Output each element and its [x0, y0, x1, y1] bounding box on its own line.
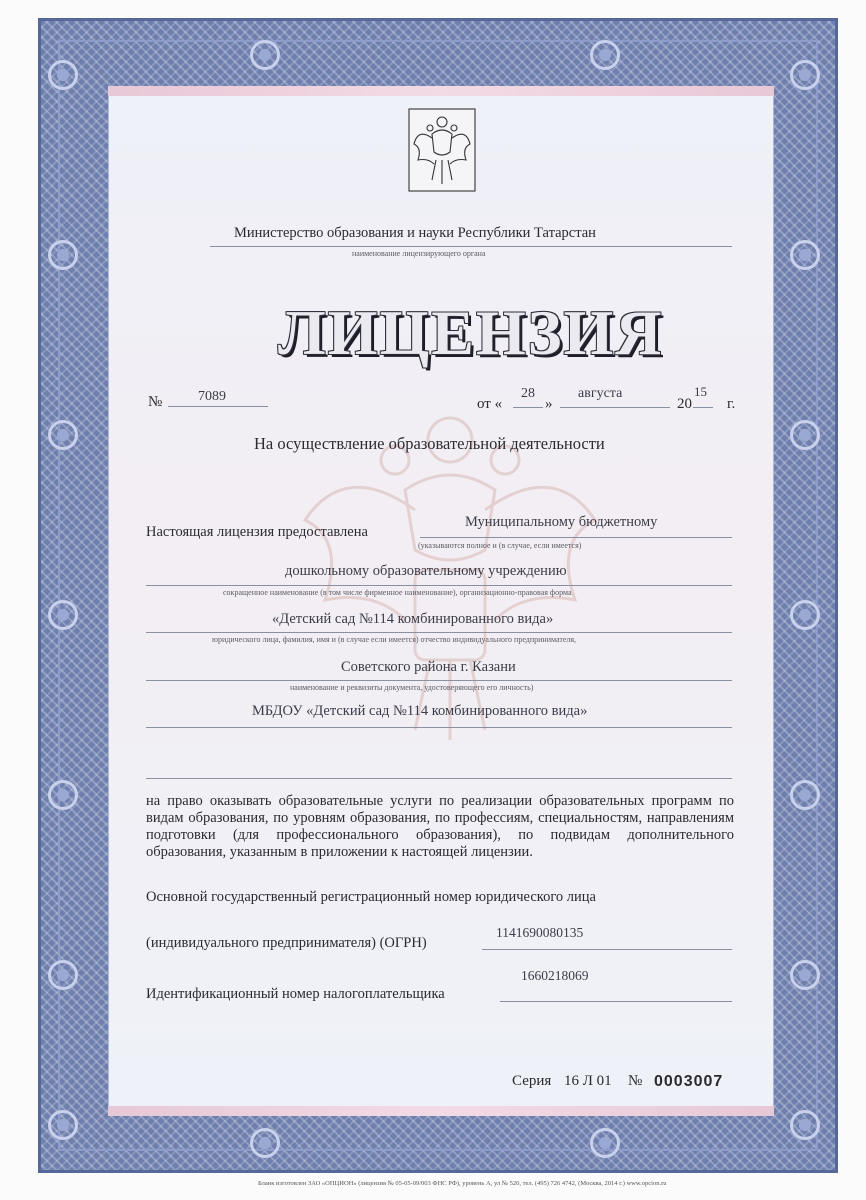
granted-caption-3: юридического лица, фамилия, имя и (в случае если имеется) отчество индивидуального предпринимателя,: [212, 635, 577, 644]
ogrn-label-line-2: (индивидуального предпринимателя) (ОГРН): [146, 935, 427, 951]
frame-ornament: [48, 600, 78, 630]
number-underline: [168, 406, 268, 407]
date-close-quote: »: [545, 396, 553, 412]
ogrn-label-line-1: Основной государственный регистрационный номер юридического лица: [146, 889, 596, 905]
frame-ornament: [250, 1128, 280, 1158]
series-label: Серия: [512, 1073, 552, 1089]
page-title: ЛИЦЕНЗИЯ: [278, 297, 664, 368]
ministry-underline: [210, 246, 732, 247]
frame-ornament: [48, 60, 78, 90]
granted-underline-2: [146, 585, 732, 586]
granted-caption-1: (указываются полное и (в случае, если имеется): [418, 541, 582, 550]
date-year-unit: г.: [727, 396, 736, 412]
granted-underline-1: [420, 537, 732, 538]
granted-caption-4: наименование и реквизиты документа, удостоверяющего его личность): [290, 683, 534, 692]
year-underline: [693, 407, 713, 408]
frame-ornament: [48, 780, 78, 810]
frame-ornament: [590, 1128, 620, 1158]
frame-ornament: [790, 1110, 820, 1140]
ministry-caption: наименование лицензирующего органа: [352, 249, 486, 258]
frame-ornament: [790, 780, 820, 810]
date-from-label: от «: [477, 396, 503, 412]
granted-line-1: Муниципальному бюджетному: [465, 514, 658, 530]
number-label: №: [148, 394, 163, 410]
frame-ornament: [590, 40, 620, 70]
bottom-band: [108, 1106, 774, 1116]
granted-line-3: «Детский сад №114 комбинированного вида»: [272, 611, 554, 627]
top-band: [108, 86, 774, 96]
granted-line-4: Советского района г. Казани: [341, 659, 516, 675]
inn-label: Идентификационный номер налогоплательщика: [146, 986, 445, 1002]
frame-ornament: [48, 1110, 78, 1140]
granted-underline-3: [146, 632, 732, 633]
granted-caption-2: сокращенное наименование (в том числе фирменное наименование), организационно-правовая форма: [223, 588, 572, 597]
granted-underline-6: [146, 778, 732, 779]
series-value: 16 Л 01: [564, 1073, 612, 1089]
inn-value: 1660218069: [521, 968, 589, 983]
month-underline: [560, 407, 670, 408]
frame-ornament: [48, 240, 78, 270]
ogrn-value: 1141690080135: [496, 925, 584, 940]
license-number: 7089: [198, 389, 226, 404]
granted-line-2: дошкольному образовательному учреждению: [285, 563, 567, 579]
ogrn-underline: [482, 949, 732, 950]
rights-paragraph: на право оказывать образовательные услуги по реализации образовательных программ по видам образования, по уровням образования, по профессиям, специальностям, направлениям подготовки (для профессионального образования), по подвидам дополнительного образования, указанным в приложении к настоящей лицензии.: [146, 793, 734, 860]
coat-of-arms-icon: [408, 108, 476, 192]
granted-line-5: МБДОУ «Детский сад №114 комбинированного вида»: [252, 703, 588, 719]
day-underline: [513, 407, 543, 408]
granted-underline-5: [146, 727, 732, 728]
date-year-prefix: 20: [677, 396, 692, 412]
frame-ornament: [790, 960, 820, 990]
frame-ornament: [48, 960, 78, 990]
date-year-suffix: 15: [694, 384, 707, 399]
license-purpose: На осуществление образовательной деятельности: [254, 434, 605, 453]
inn-underline: [500, 1001, 732, 1002]
frame-ornament: [790, 420, 820, 450]
frame-ornament: [790, 600, 820, 630]
frame-ornament: [250, 40, 280, 70]
series-number-label: №: [628, 1073, 643, 1089]
granted-label: Настоящая лицензия предоставлена: [146, 524, 368, 540]
ministry-name: Министерство образования и науки Республики Татарстан: [234, 225, 596, 241]
frame-ornament: [790, 60, 820, 90]
date-month: августа: [578, 386, 623, 401]
frame-ornament: [790, 240, 820, 270]
frame-ornament: [48, 420, 78, 450]
series-number: 0003007: [654, 1073, 724, 1090]
date-day: 28: [521, 386, 535, 401]
granted-underline-4: [146, 680, 732, 681]
print-footer: Бланк изготовлен ЗАО «ОПЦИОН» (лицензия № 05-05-09/003 ФНС РФ), уровень А, ул № 520, тел. (495) 726 4742, (Москва, 2014 г.) www.opcion.ru: [258, 1180, 667, 1187]
